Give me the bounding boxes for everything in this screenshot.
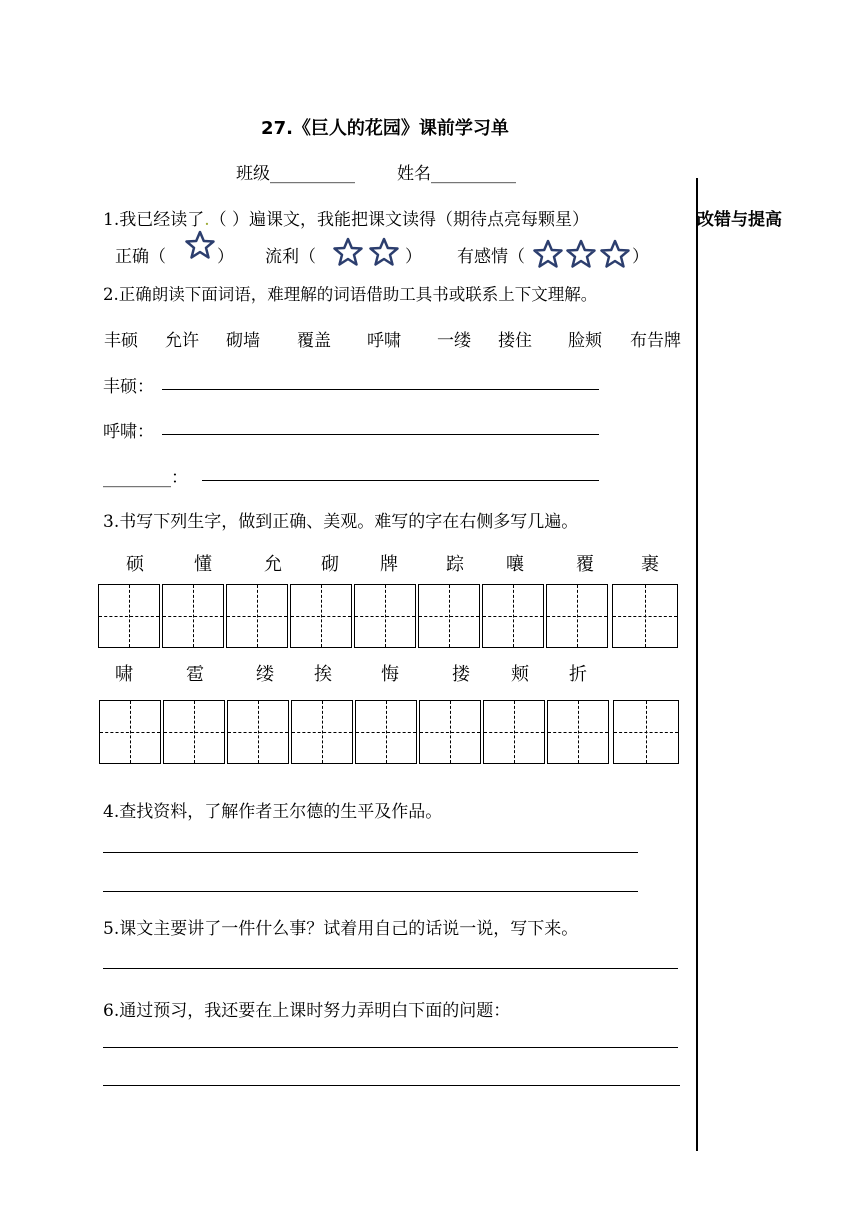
writing-cell[interactable] xyxy=(418,584,480,648)
practice-char: 硕 xyxy=(126,554,144,575)
practice-char: 啸 xyxy=(115,664,133,685)
writing-grid-row-2 xyxy=(99,700,681,764)
practice-char: 懂 xyxy=(194,554,212,575)
practice-char: 悔 xyxy=(381,664,399,685)
practice-char: 嚷 xyxy=(506,554,524,575)
q4-text: 4.查找资料，了解作者王尔德的生平及作品。 xyxy=(103,802,443,822)
practice-char: 颊 xyxy=(511,664,529,685)
q1-line1 xyxy=(103,205,589,230)
writing-cell[interactable] xyxy=(99,700,161,764)
writing-cell[interactable] xyxy=(290,584,352,648)
q1-prefix: 1.我已经读了 xyxy=(103,210,205,230)
practice-char: 覆 xyxy=(576,554,594,575)
writing-cell[interactable] xyxy=(419,700,481,764)
correct-close: ） xyxy=(217,247,234,267)
writing-cell[interactable] xyxy=(547,700,609,764)
q5-text: 5.课文主要讲了一件什么事？试着用自己的话说一说，写下来。 xyxy=(103,919,579,939)
writing-cell[interactable] xyxy=(226,584,288,648)
vocab-word: 允许 xyxy=(165,331,199,351)
star-outline-icon[interactable] xyxy=(566,239,596,269)
practice-char: 允 xyxy=(264,554,282,575)
practice-char: 牌 xyxy=(380,554,398,575)
q6-text: 6.通过预习，我还要在上课时努力弄明白下面的问题： xyxy=(103,1001,511,1021)
class-label: 班级__________ xyxy=(236,164,355,184)
correct-open: 正确（ xyxy=(115,247,166,267)
writing-cell[interactable] xyxy=(98,584,160,648)
answer-line[interactable] xyxy=(103,852,638,853)
vocab-word: 一缕 xyxy=(437,331,471,351)
writing-cell[interactable] xyxy=(227,700,289,764)
fluent-open: 流利（ xyxy=(265,247,316,267)
vocab-word: 搂住 xyxy=(498,331,532,351)
star-outline-icon[interactable] xyxy=(533,239,563,269)
vocab-word: 脸颊 xyxy=(568,331,602,351)
answer-line[interactable] xyxy=(103,968,678,969)
practice-char: 挨 xyxy=(314,664,332,685)
q1-dot: . xyxy=(204,210,210,230)
answer-line[interactable] xyxy=(162,434,599,435)
writing-cell[interactable] xyxy=(613,700,679,764)
writing-cell[interactable] xyxy=(162,584,224,648)
practice-char: 砌 xyxy=(321,554,339,575)
definition-label: 呼啸： xyxy=(103,422,154,442)
writing-cell[interactable] xyxy=(483,700,545,764)
q1-suffix: （ ）遍课文，我能把课文读得（期待点亮每颗星） xyxy=(209,210,590,230)
vocab-word: 砌墙 xyxy=(226,331,260,351)
writing-grid-row-1 xyxy=(98,584,680,648)
practice-char: 雹 xyxy=(186,664,204,685)
answer-line[interactable] xyxy=(103,1047,678,1048)
vocab-word: 丰硕 xyxy=(104,331,138,351)
writing-cell[interactable] xyxy=(546,584,608,648)
answer-line[interactable] xyxy=(103,1085,680,1086)
star-outline-icon[interactable] xyxy=(600,239,630,269)
page-title: 27.《巨人的花园》课前学习单 xyxy=(261,118,509,139)
writing-cell[interactable] xyxy=(163,700,225,764)
writing-cell[interactable] xyxy=(291,700,353,764)
writing-cell[interactable] xyxy=(612,584,678,648)
vocab-word: 布告牌 xyxy=(630,331,681,351)
definition-label: 丰硕： xyxy=(103,377,154,397)
margin-divider xyxy=(696,178,698,1151)
practice-char: 裹 xyxy=(641,554,659,575)
practice-char: 踪 xyxy=(446,554,464,575)
star-outline-icon[interactable] xyxy=(369,237,399,267)
vocab-word: 覆盖 xyxy=(297,331,331,351)
feeling-open: 有感情（ xyxy=(457,247,525,267)
vocab-word: 呼啸 xyxy=(367,331,401,351)
practice-char: 缕 xyxy=(256,664,274,685)
writing-cell[interactable] xyxy=(355,700,417,764)
margin-title: 改错与提高 xyxy=(697,210,782,230)
answer-line[interactable] xyxy=(202,480,599,481)
q3-text: 3.书写下列生字，做到正确、美观。难写的字在右侧多写几遍。 xyxy=(103,512,579,532)
name-label: 姓名__________ xyxy=(397,164,516,184)
feeling-close: ） xyxy=(632,247,649,267)
answer-line[interactable] xyxy=(103,891,638,892)
practice-char: 折 xyxy=(569,664,587,685)
star-outline-icon[interactable] xyxy=(333,237,363,267)
answer-line[interactable] xyxy=(162,389,599,390)
practice-char: 搂 xyxy=(452,664,470,685)
writing-cell[interactable] xyxy=(354,584,416,648)
definition-label[interactable]: ________： xyxy=(103,468,188,488)
writing-cell[interactable] xyxy=(482,584,544,648)
fluent-close: ） xyxy=(405,247,422,267)
q2-text: 2.正确朗读下面词语，难理解的词语借助工具书或联系上下文理解。 xyxy=(103,285,598,304)
star-outline-icon[interactable] xyxy=(185,230,215,260)
